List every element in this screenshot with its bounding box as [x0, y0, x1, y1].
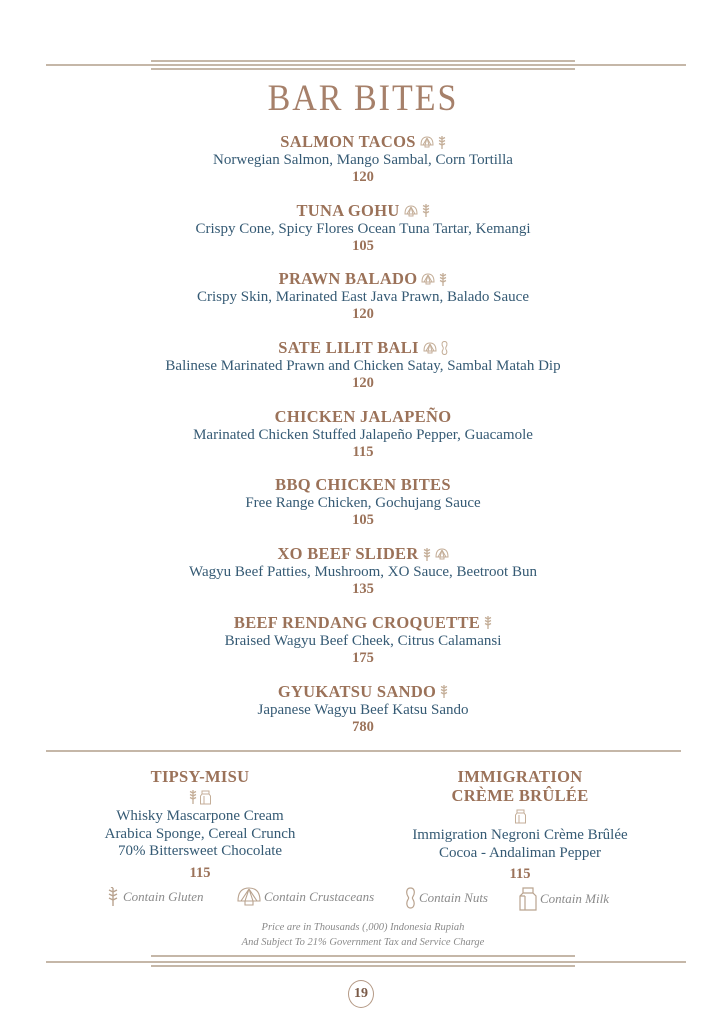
legend-item-crustaceans [237, 887, 374, 906]
item-description: Crispy Cone, Spicy Flores Ocean Tuna Tartar, Kemangi [195, 220, 531, 237]
legend-label: Contain Nuts [419, 890, 488, 905]
page-number: 19 [348, 980, 374, 1008]
menu-item [0, 339, 726, 408]
rule-line [151, 68, 575, 70]
item-name: BEEF RENDANG CROQUETTE [233, 612, 481, 632]
menu-item [0, 476, 726, 545]
item-name: XO BEEF SLIDER [277, 544, 419, 564]
crustaceans-icon [421, 273, 435, 285]
bottom-decorative-rule [0, 953, 726, 967]
legend-label: Contain Crustaceans [264, 888, 375, 904]
menu-item [0, 408, 726, 477]
item-description: Balinese Marinated Prawn and Chicken Satay, Sambal Matah Dip [165, 358, 561, 375]
price-note-line: And Subject To 21% Government Tax and Service Charge [241, 937, 485, 948]
item-description: Free Range Chicken, Gochujang Sauce [245, 495, 481, 512]
dessert-description: Immigration Negroni Crème Brûlée [412, 827, 628, 843]
item-price: 120 [352, 306, 374, 323]
milk-icon [200, 790, 211, 805]
legend-label: Contain Milk [540, 891, 609, 906]
gluten-icon [484, 616, 492, 629]
legend-item-nuts [405, 887, 488, 909]
rule-line [151, 965, 575, 967]
dessert-name: TIPSY-MISU [150, 767, 250, 786]
item-name-row [278, 339, 448, 357]
item-name: GYUKATSU SANDO [277, 681, 437, 701]
item-price: 120 [352, 375, 374, 392]
item-description: Crispy Skin, Marinated East Java Prawn, Balado Sauce [196, 289, 529, 306]
dessert-description: Whisky Mascarpone Cream [116, 808, 284, 824]
menu-item [0, 683, 726, 752]
top-decorative-rule [0, 60, 726, 74]
rule-line [46, 961, 686, 963]
item-name: TUNA GOHU [296, 200, 400, 220]
item-name-row [296, 202, 429, 220]
item-name-row [275, 476, 451, 494]
item-name: PRAWN BALADO [278, 269, 418, 289]
item-name-row [280, 133, 445, 151]
nuts-icon [405, 887, 416, 909]
milk-icon [519, 887, 537, 911]
crustaceans-icon [435, 548, 449, 560]
crustaceans-icon [423, 342, 437, 354]
gluten-icon [438, 136, 446, 149]
menu-item [0, 202, 726, 271]
menu-item [0, 133, 726, 202]
item-name: SALMON TACOS [280, 132, 416, 151]
item-name-row [234, 614, 492, 632]
item-price: 175 [352, 649, 374, 666]
gluten-icon [423, 548, 431, 561]
item-price: 120 [352, 169, 374, 185]
item-description: Norwegian Salmon, Mango Sambal, Corn Tortilla [213, 152, 513, 168]
gluten-icon [189, 790, 197, 804]
price-note-line: Price are in Thousands (,000) Indonesia Rupiah [261, 922, 465, 933]
menu-items-list [0, 133, 726, 751]
dessert-item [80, 767, 320, 884]
legend-item-milk [519, 887, 609, 911]
item-price: 780 [352, 718, 374, 735]
crustaceans-icon [404, 205, 418, 217]
item-name-row [278, 683, 448, 701]
dessert-description: Arabica Sponge, Cereal Crunch [104, 825, 296, 842]
section-title: BAR BITES [267, 78, 459, 119]
item-name-row [275, 408, 452, 426]
gluten-icon [439, 273, 447, 286]
dessert-name: CRÈME BRÛLÉE [451, 786, 589, 805]
dessert-item [370, 767, 670, 885]
gluten-icon [422, 204, 430, 217]
menu-item [0, 270, 726, 339]
item-name-row [279, 270, 448, 288]
menu-item [0, 545, 726, 614]
item-name: BBQ CHICKEN BITES [275, 475, 451, 495]
legend-label: Contain Gluten [123, 889, 204, 904]
crustaceans-icon [237, 887, 261, 906]
item-description: Marinated Chicken Stuffed Jalapeño Pepper, Guacamole [193, 426, 533, 443]
legend-item-gluten [106, 887, 204, 907]
allergen-legend [0, 887, 726, 913]
item-description: Japanese Wagyu Beef Katsu Sando [257, 701, 469, 718]
allergen-icons [80, 786, 320, 808]
dessert-name: IMMIGRATION [457, 767, 583, 786]
item-description: Braised Wagyu Beef Cheek, Citrus Calamansi [224, 632, 502, 649]
item-name: SATE LILIT BALI [278, 338, 419, 358]
item-description: Wagyu Beef Patties, Mushroom, XO Sauce, Beetroot Bun [189, 564, 537, 581]
item-price: 135 [352, 581, 374, 598]
dessert-price: 115 [189, 864, 211, 881]
rule-line [151, 955, 575, 957]
item-price: 115 [352, 443, 374, 460]
rule-line [151, 60, 575, 62]
dessert-description: 70% Bittersweet Chocolate [117, 843, 283, 859]
item-name: CHICKEN JALAPEÑO [274, 406, 452, 426]
dessert-price: 115 [509, 866, 531, 882]
menu-item [0, 614, 726, 683]
crustaceans-icon [420, 136, 434, 148]
nuts-icon [441, 341, 448, 355]
price-note [0, 920, 726, 950]
item-name-row [277, 545, 448, 563]
rule-line [46, 64, 686, 66]
gluten-icon [440, 685, 448, 698]
item-price: 105 [352, 512, 374, 529]
section-divider [46, 750, 681, 752]
gluten-icon [106, 887, 120, 907]
dessert-description: Cocoa - Andaliman Pepper [438, 844, 602, 861]
allergen-icons [370, 805, 670, 827]
milk-icon [515, 809, 526, 824]
item-price: 105 [352, 237, 374, 254]
